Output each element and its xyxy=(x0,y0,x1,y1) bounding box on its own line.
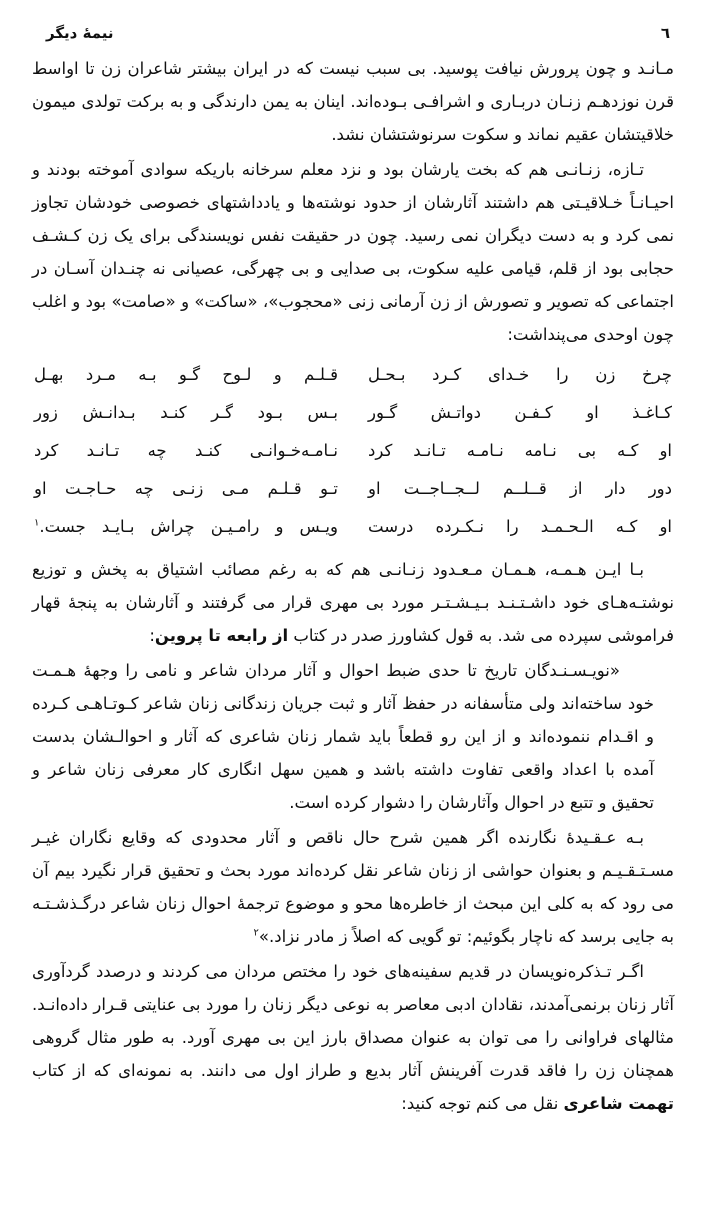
hemistich-left: نـامـه‌خـوانـی کنـد چه تـانـد کرد xyxy=(34,441,338,460)
hemistich-left: بـس بـود گـر کنـد بـدانـش زور xyxy=(34,403,338,422)
paragraph-4-post: نقل می کنم توجه کنيد: xyxy=(401,1094,564,1113)
book-title-az-rabee-ta-parvin: از رابعه تا پروين xyxy=(154,626,289,645)
hemistich-left xyxy=(34,508,338,546)
hemistich-left: قـلـم و لـوح گـو بـه مـرد بهـل xyxy=(34,365,338,384)
paragraph-3-text: بـا ايـن هـمـه، هـمـان مـعـدود زنـانـی هم که به رغم مصائب اشتياق به پخش و توزيع نوشتـه‌هـای خود داشـتـنـد بـيـشـتـر مورد بی مهری قرار می گرفتند و آثارشان به پنجهٔ قهار فراموشی سپرده می شد. به قول کشاورز صدر در کتاب xyxy=(32,560,674,645)
paragraph-1: مـانـد و چون پرورش نيافت پوسيد. بی سبب نيست که در ايران بيشتر شاعران زن تا اواسط قرن نوزدهـم زنـان دربـاری و اشرافـی بـوده‌اند. اينان به يمن دارندگی و به برکت تولدی ميمون خلاقيتشان عقيم نماند و سکوت سرنوشتشان نشد. xyxy=(32,59,674,144)
poem-couplet xyxy=(34,356,672,394)
poem-couplet xyxy=(34,394,672,432)
hemistich-right: او کـه بی نـامه نـامـه تـانـد کرد xyxy=(368,441,672,460)
footnote-marker-2: ۲ xyxy=(253,927,259,939)
poem-couplet xyxy=(34,470,672,508)
hemistich-right: او کـه الـحـمـد را نـکـرده درست xyxy=(368,517,672,536)
paragraph-3-colon: : xyxy=(149,626,155,645)
hemistich-right: دور دار از قــلــم لــجــاجــت او xyxy=(368,479,672,498)
paragraph-3 xyxy=(32,553,674,652)
page-body xyxy=(32,52,674,1120)
page-number: ٦ xyxy=(660,24,670,42)
hemistich-left: تـو قـلـم مـی زنـی چه حـاجـت او xyxy=(34,479,338,498)
paragraph-4 xyxy=(32,955,674,1120)
poem-couplet xyxy=(34,432,672,470)
hemistich-right: چرخ زن را خـدای کـرد بـحـل xyxy=(368,365,672,384)
hemistich-right: کـاغـذ او کـفـن دواتـش گـور xyxy=(368,403,672,422)
book-title-tohmat-shaeri: تهمت شاعری xyxy=(563,1094,674,1113)
page-header xyxy=(46,24,670,42)
footnote-marker-1: ۱ xyxy=(34,517,40,529)
quote-paragraph-1: «نويـسـنـدگان تاريخ تا حدی ضبط احوال و آثار مردان شاعر و نامی را وجههٔ هـمـت خود ساخته‌اند ولی متأسفانه در حفظ آثار و ثبت جريان زندگانی زنان شاعر کـوتـاهـی کـرده و اقـدام ننموده‌اند و از اين رو قطعاً بايد شمار زنان شاعری که آثار و احوالـشان بدست آمده با اعداد واقعی تفاوت داشته باشد و همين سهل انگاری کار معرفی زنان شاعر و تحقيق و تتبع در احوال وآثارشان را دشوار کرده است. xyxy=(32,661,654,812)
quote-2-text: بـه عـقـيدهٔ نگارنده اگر همين شرح حال ناقص و آثار محدودی که وقايع نگاران غيـر مسـتـقـيـم و بعنوان حواشی از زنان شاعر نقل کرده‌اند مورد بحث و تحقيق قرار نگيرد بيم آن می رود که به کلی اين مبحث از خاطره‌ها محو و موضوع ترجمهٔ احوال زنان شاعر درگـذشـتـه به جايی برسد که ناچار بگوئيم: تو گويی که اصلاً ز مادر نزاد.» xyxy=(32,828,674,946)
paragraph-4-text: اگـر تـذکره‌نويسان در قديم سفينه‌های خود را مختص مردان می کردند و درصدد گردآوری آثار زنان برنمی‌آمدند، نقادان ادبی معاصر به نوعی ديگر زنان را مورد بی عنايتی قـرار داده‌انـد. مثالهای فراوانی را می توان به عنوان مصداق بارز اين بی مهری آورد. به طور مثال گروهی همچنان زن را فاقد قدرت آفرينش آثار بديع و طراز اول می دانند. به نمونه‌ای که از کتاب xyxy=(32,962,674,1080)
poem-couplet xyxy=(34,508,672,546)
poem xyxy=(34,356,672,546)
quote-paragraph-2 xyxy=(32,821,674,953)
journal-title: نيمهٔ ديگر xyxy=(46,24,114,42)
paragraph-2: تـازه، زنـانـی هم که بخت يارشان بود و نزد معلم سرخانه باريکه سوادی آموخته بودند و احيـانـاً خـلاقيـتی هم داشتند آثارشان از حدود نوشته‌ها و يادداشتهای خصوصی خودشان تجاوز نمی کرد و به دست ديگران نمی رسيد. چون در حقيقت نفس نويسندگی برای يک زن کـشـف حجابی بود از قلم، قيامی عليه سکوت، بی صدايی و بی چهرگی، عصيانی نه چنـدان آسـان در اجتماعی که تصوير و تصورش از زن آرمانی زنی «محجوب»، «ساکت» و «صامت» بود و اغلب چون اوحدی می‌پنداشت: xyxy=(32,160,674,344)
hemistich-text: ويـس و رامـيـن چراش بـايـد جست. xyxy=(39,517,338,536)
